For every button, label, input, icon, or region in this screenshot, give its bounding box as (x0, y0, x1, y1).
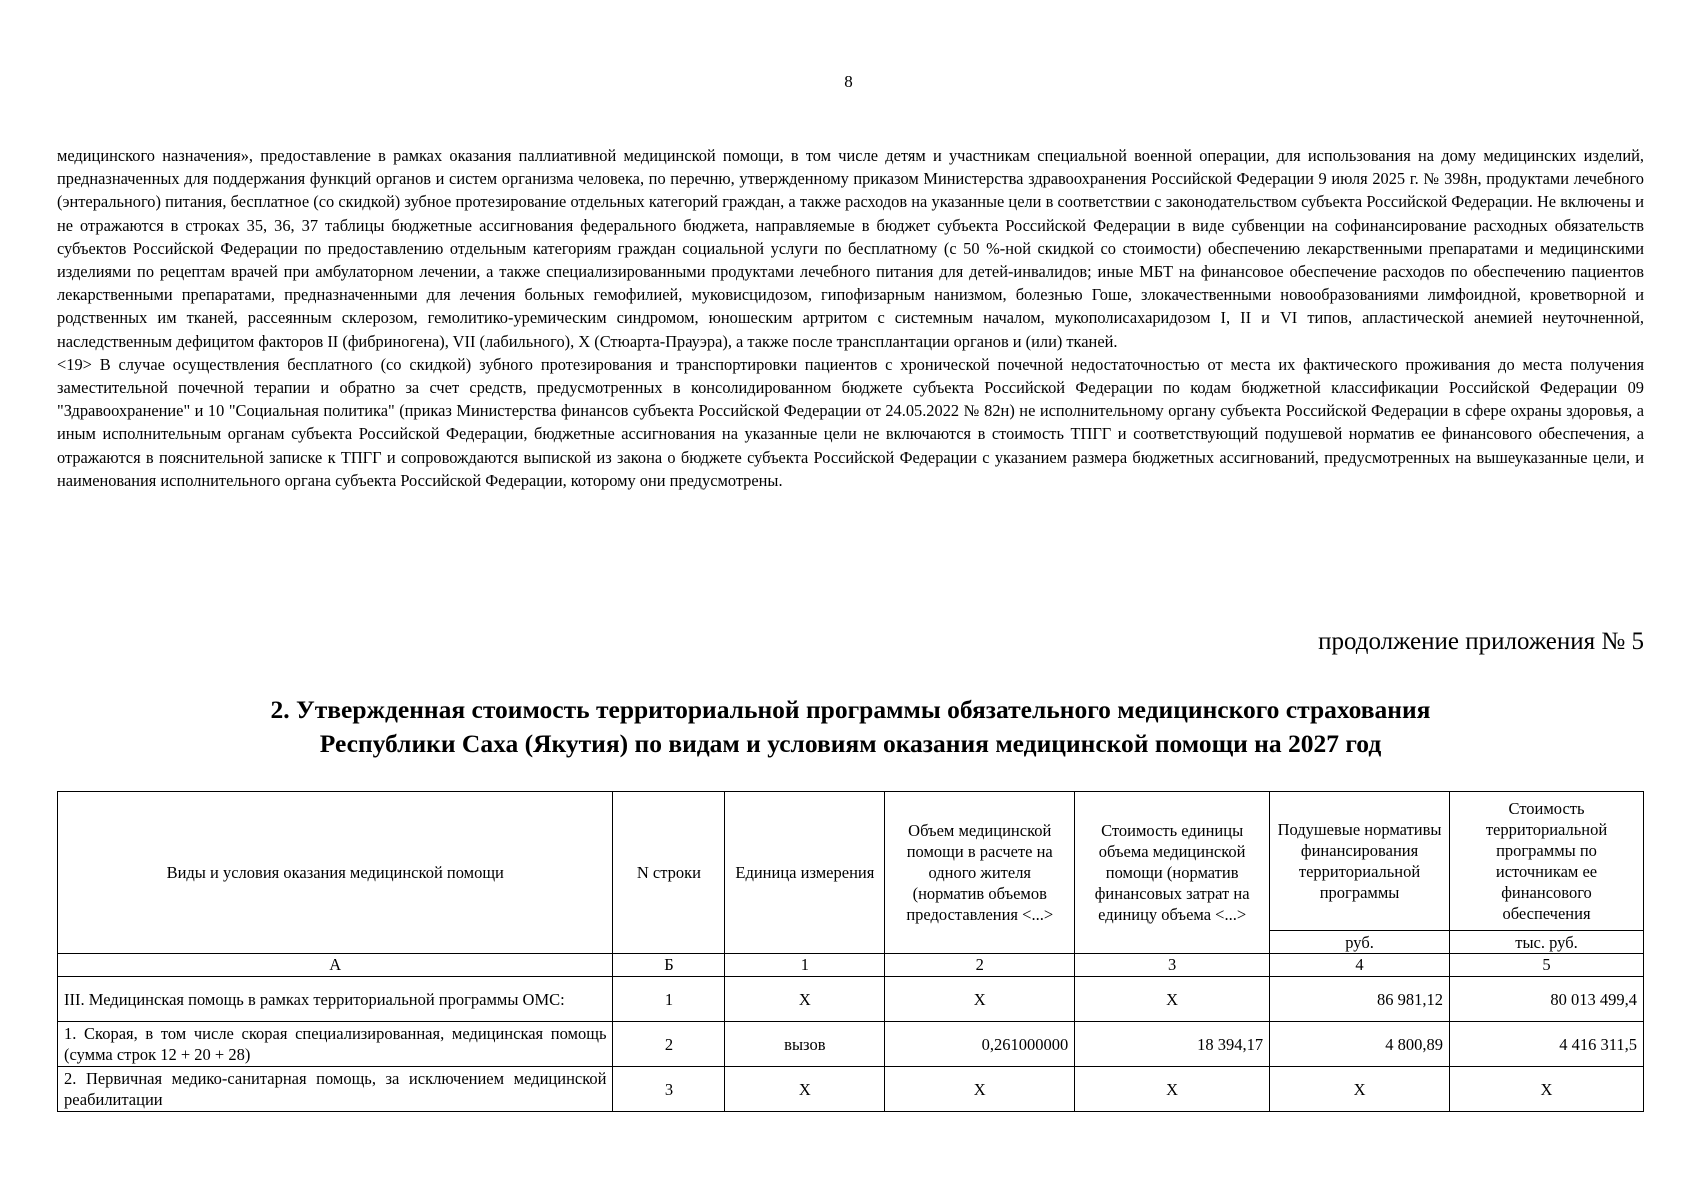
cell-volume: X (885, 977, 1075, 1022)
header-unit-cost: Стоимость единицы объема медицинской помощи (норматив финансовых затрат на единицу объема <...> (1075, 792, 1270, 954)
program-cost-table (57, 791, 1644, 1112)
cell-row-number: 3 (613, 1067, 725, 1112)
cell-program-cost: 4 416 311,5 (1450, 1022, 1644, 1067)
table-row (58, 977, 1644, 1022)
cell-volume: X (885, 1067, 1075, 1112)
cell-per-capita: 4 800,89 (1270, 1022, 1450, 1067)
table-column-index-row (58, 954, 1644, 977)
footnote-paragraph: медицинского назначения», предоставление в рамках оказания паллиативной медицинской помощи, в том числе детям и участникам специальной военной операции, для использования на дому медицинских изделий, предназначенных для поддержания функций органов и систем организма человека, по перечню, утвержденному приказом Министерства здравоохранения Российской Федерации 9 июля 2025 г. № 398н, продуктами лечебного (энтерального) питания, бесплатное (со скидкой) зубное протезирование отдельных категорий граждан, а также расходов на указанные цели в соответствии с законодательством субъекта Российской Федерации. Не включены и не отражаются в строках 35, 36, 37 таблицы бюджетные ассигнования федерального бюджета, направляемые в бюджет субъекта Российской Федерации в виде субвенции на софинансирование расходных обязательств субъектов Российской Федерации по предоставлению отдельным категориям граждан социальной услуги по бесплатному (с 50 %-ной скидкой со стоимости) обеспечению лекарственными препаратами и медицинскими изделиями по рецептам врачей при амбулаторном лечении, а также специализированными продуктами лечебного питания для детей-инвалидов; иные МБТ на финансовое обеспечение расходов по обеспечению пациентов лекарственными препаратами, предназначенными для лечения больных гемофилией, муковисцидозом, гипофизарным нанизмом, болезнью Гоше, злокачественными новообразованиями лимфоидной, кроветворной и родственных им тканей, рассеянным склерозом, гемолитико-уремическим синдромом, юношеским артритом с системным началом, мукополисахаридозом I, II и VI типов, апластической анемией неуточненной, наследственным дефицитом факторов II (фибриногена), VII (лабильного), X (Стюарта-Прауэра), а также после трансплантации органов и (или) тканей. (57, 146, 1644, 351)
cell-unit: X (725, 1067, 885, 1112)
column-index: 3 (1075, 954, 1270, 977)
unit-per-capita: руб. (1270, 931, 1450, 954)
footnotes (57, 144, 1644, 492)
column-index: 4 (1270, 954, 1450, 977)
cell-program-cost: 80 013 499,4 (1450, 977, 1644, 1022)
header-per-capita: Подушевые нормативы финансирования территориальной программы (1270, 792, 1450, 931)
page-number: 8 (844, 72, 853, 91)
appendix-continuation-label: продолжение приложения № 5 (1318, 628, 1644, 655)
cell-unit-cost: 18 394,17 (1075, 1022, 1270, 1067)
column-index: 1 (725, 954, 885, 977)
cell-volume: 0,261000000 (885, 1022, 1075, 1067)
footnote-paragraph: <19> В случае осуществления бесплатного (со скидкой) зубного протезирования и транспортировки пациентов с хронической почечной недостаточностью от места их фактического проживания до места получения заместительной почечной терапии и обратно за счет средств, предусмотренных в консолидированном бюджете субъекта Российской Федерации по кодам бюджетной классификации Российской Федерации 09 "Здравоохранение" и 10 "Социальная политика" (приказ Министерства финансов субъекта Российской Федерации от 24.05.2022 № 82н) не исполнительному органу субъекта Российской Федерации в сфере охраны здоровья, а иным исполнительным органам субъекта Российской Федерации, бюджетные ассигнования на указанные цели не включаются в стоимость ТПГГ и соответствующий подушевой норматив ее финансового обеспечения, а отражаются в пояснительной записке к ТПГГ и сопровождаются выпиской из закона о бюджете субъекта Российской Федерации с указанием размера бюджетных ассигнований, предусмотренных на вышеуказанные цели, и наименования исполнительного органа субъекта Российской Федерации, которому они предусмотрены. (57, 354, 1644, 490)
header-kind: Виды и условия оказания медицинской помощи (58, 792, 613, 954)
table-row (58, 1067, 1644, 1112)
cell-unit-cost: X (1075, 1067, 1270, 1112)
table-header-row (58, 792, 1644, 931)
cell-kind: 2. Первичная медико-санитарная помощь, за исключением медицинской реабилитации (58, 1067, 613, 1112)
column-index: А (58, 954, 613, 977)
cell-program-cost: X (1450, 1067, 1644, 1112)
cell-kind: III. Медицинская помощь в рамках территориальной программы ОМС: (58, 977, 613, 1022)
header-row-number: N строки (613, 792, 725, 954)
section-title (57, 693, 1644, 761)
table-row (58, 1022, 1644, 1067)
unit-program-cost: тыс. руб. (1450, 931, 1644, 954)
cell-unit: вызов (725, 1022, 885, 1067)
cell-unit: X (725, 977, 885, 1022)
cell-kind: 1. Скорая, в том числе скорая специализированная, медицинская помощь (сумма строк 12 + 20 + 28) (58, 1022, 613, 1067)
header-volume: Объем медицинской помощи в расчете на одного жителя (норматив объемов предоставления <...> (885, 792, 1075, 954)
cell-row-number: 2 (613, 1022, 725, 1067)
cell-unit-cost: X (1075, 977, 1270, 1022)
section-title-line: Республики Саха (Якутия) по видам и условиям оказания медицинской помощи на 2027 год (319, 729, 1382, 758)
column-index: Б (613, 954, 725, 977)
cell-per-capita: X (1270, 1067, 1450, 1112)
cell-row-number: 1 (613, 977, 725, 1022)
header-unit: Единица измерения (725, 792, 885, 954)
section-title-line: 2. Утвержденная стоимость территориальной программы обязательного медицинского страхования (270, 695, 1431, 724)
column-index: 5 (1450, 954, 1644, 977)
column-index: 2 (885, 954, 1075, 977)
header-program-cost: Стоимость территориальной программы по источникам ее финансового обеспечения (1450, 792, 1644, 931)
cell-per-capita: 86 981,12 (1270, 977, 1450, 1022)
